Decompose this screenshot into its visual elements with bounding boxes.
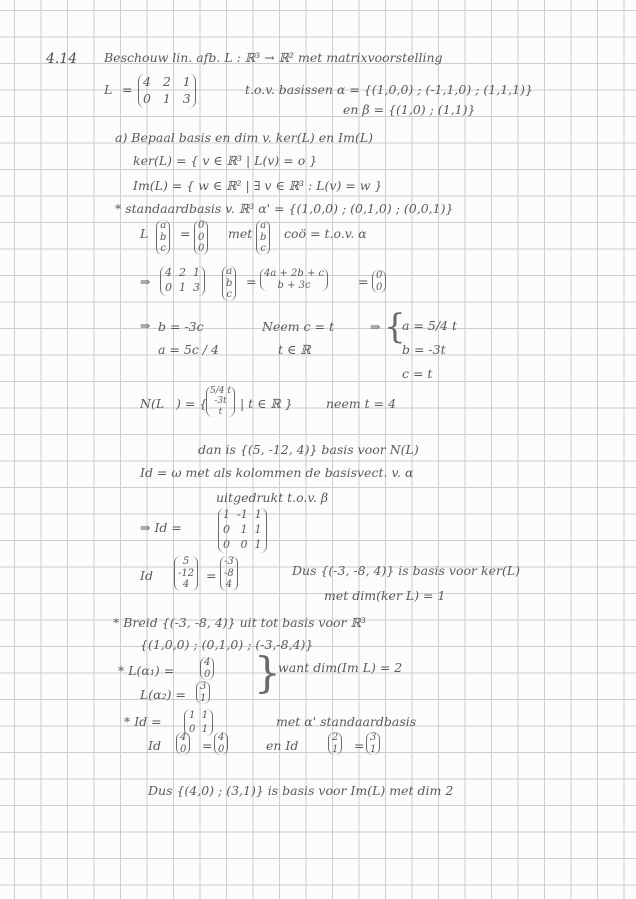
a-solution: a = 5/4 t [402,318,457,333]
output-vector-40: 4 0 [214,732,228,755]
image-definition: Im(L) = { w ∈ ℝ² | ∃ v ∈ ℝ³ : L(v) = w } [133,178,383,193]
kernel-basis-conclusion: Dus {(-3, -8, 4)} is basis voor ker(L) [292,563,520,578]
zero-vector: 0 0 0 [194,220,208,255]
output-vector-31: 3 1 [366,732,380,755]
image-basis-conclusion: Dus {(4,0) ; (3,1)} is basis voor Im(L) met dim 2 [148,783,454,798]
basis-beta-text: en β = {(1,0) ; (1,1)} [343,102,476,117]
zero-vector-2: 0 0 [372,270,386,293]
b-equation: b = -3c [158,319,204,334]
Id-apply-2: en Id [266,738,299,753]
Id-beta-label: * Id = [124,714,162,729]
part-a-question: a) Bepaal basis en dim v. ker(L) en Im(L) [115,130,374,145]
handwritten-notes: 4.14 Beschouw lin. afb. L : ℝ³ → ℝ² met matrixvoorstelling L = 4 2 1 0 1 3 t.o.v. basissen α = {(1,0,0) ; (-1,1,0) ; (1,1,1)} en β = {(1,0) ; (1,1)} a) Bepaal basis en dim v. ker(L) en Im(L) ker(L) = { v ∈ ℝ³ | L(v) = o } Im(L) = { w ∈ ℝ² | ∃ v ∈ ℝ³ : L(v) = w } * standaardbasis v. ℝ³ α' = {(1,0,0) ; (0,1,0) ; (0,0,1)} L a b c = 0 0 0 met a b c coö = t.o.v. α ⇒ 4 2 1 0 1 3 a b c = 4a + 2b + c b + 3c = 0 0 ⇒ b = -3c Neem c = t ⇒ { a = 5/4 t a = 5c / 4 t ∈ ℝ b = -3t c = t N(L ) = { 5/4 t -3t t | t ∈ ℝ } neem t = 4 dan is {(5, -12, 4)} basis voor N(L) Id = ω met als kolommen de basisvect. v. α uitgedrukt t.o.v. β ⇒ Id = 1 -1 1 0 1 1 0 0 1 Id 5 -12 4 = -3 -8 4 Dus {(-3, -8, 4)} is basis voor ker(L) met dim(ker L) = 1 * Breid {(-3, -8, 4)} uit tot basis voor ℝ³ {(1,0,0) ; (0,1,0) ; (-3,-8,4)} * L(α₁) = 4 0 } want dim(Im L) = 2 L(α₂) = 3 1 * Id = 1 1 0 1 met α' standaardbasis Id 4 0 = 4 0 en Id 2 1 = 3 1 Dus {(4,0) ; (3,1)} is basis voor Im(L) met dim 2 [46,50,533,798]
coordinate-note: coö = t.o.v. α [284,226,367,241]
abc-vector-2: a b c [256,220,270,255]
system-matrix: 4 2 1 0 1 3 [160,266,205,296]
b-solution: b = -3t [402,342,446,357]
Id-definition: Id = ω met als kolommen de basisvect. v. α [140,465,414,480]
system-result-vector: 4a + 2b + c b + 3c [260,268,328,291]
null-space-basis: dan is {(5, -12, 4)} basis voor N(L) [198,442,419,457]
L-alpha1-vector: 4 0 [200,657,214,680]
Id-apply-1: Id [148,738,161,753]
L-alpha-prime-label: L [140,226,149,241]
met-label: met [228,226,253,241]
Id-definition-cont: uitgedrukt t.o.v. β [216,490,329,505]
t-in-R: | t ∈ ℝ } [240,396,293,411]
Id-alpha-matrix: 1 -1 1 0 1 1 0 0 1 [218,508,267,553]
dim-image-note: want dim(Im L) = 2 [278,660,403,675]
neem-t-4: neem t = 4 [326,396,397,411]
L-alpha-beta-matrix: 4 2 1 0 1 3 [138,74,196,108]
input-vector-40: 4 0 [176,732,190,755]
basis-alpha-text: t.o.v. basissen α = {(1,0,0) ; (-1,1,0) ; (1,1,1)} [245,82,533,97]
kernel-definition: ker(L) = { v ∈ ℝ³ | L(v) = o } [133,153,318,168]
exercise-number: 4.14 [46,51,78,67]
standard-basis-note: met α' standaardbasis [276,714,417,729]
Id-beta-matrix: 1 1 0 1 [184,709,213,736]
abc-vector-3: a b c [222,266,236,301]
null-space-label: N(L [140,396,165,411]
standard-basis-line: * standaardbasis v. ℝ³ α' = {(1,0,0) ; (0,1,0) ; (0,0,1)} [115,201,454,216]
L-alpha1-label: * L(α₁) = [118,663,175,678]
vector-5-12-4: 5 -12 4 [174,556,198,591]
input-vector-21: 2 1 [328,732,342,755]
abc-vector: a b c [156,220,170,255]
a-equation: a = 5c / 4 [158,342,219,357]
kernel-param-vector: 5/4 t -3t t [206,386,235,417]
extend-basis: * Breid {(-3, -8, 4)} uit tot basis voor ℝ³ [113,615,366,630]
neem-c-t: Neem c = t [262,319,335,334]
kernel-dimension: met dim(ker L) = 1 [324,588,446,603]
t-real: t ∈ ℝ [278,342,311,357]
c-solution: c = t [402,366,433,381]
L-alpha2-vector: 3 1 [196,681,210,704]
extended-basis: {(1,0,0) ; (0,1,0) ; (-3,-8,4)} [140,637,314,652]
L-alpha2-label: L(α₂) = [140,687,186,702]
Id-matrix-label: ⇒ Id = [140,520,182,535]
vector-3-8-4: -3 -8 4 [220,556,238,591]
Id-apply-label: Id [140,568,153,583]
problem-statement: Beschouw lin. afb. L : ℝ³ → ℝ² met matrixvoorstelling [104,50,443,65]
L-alpha-beta-label: L [104,82,113,97]
